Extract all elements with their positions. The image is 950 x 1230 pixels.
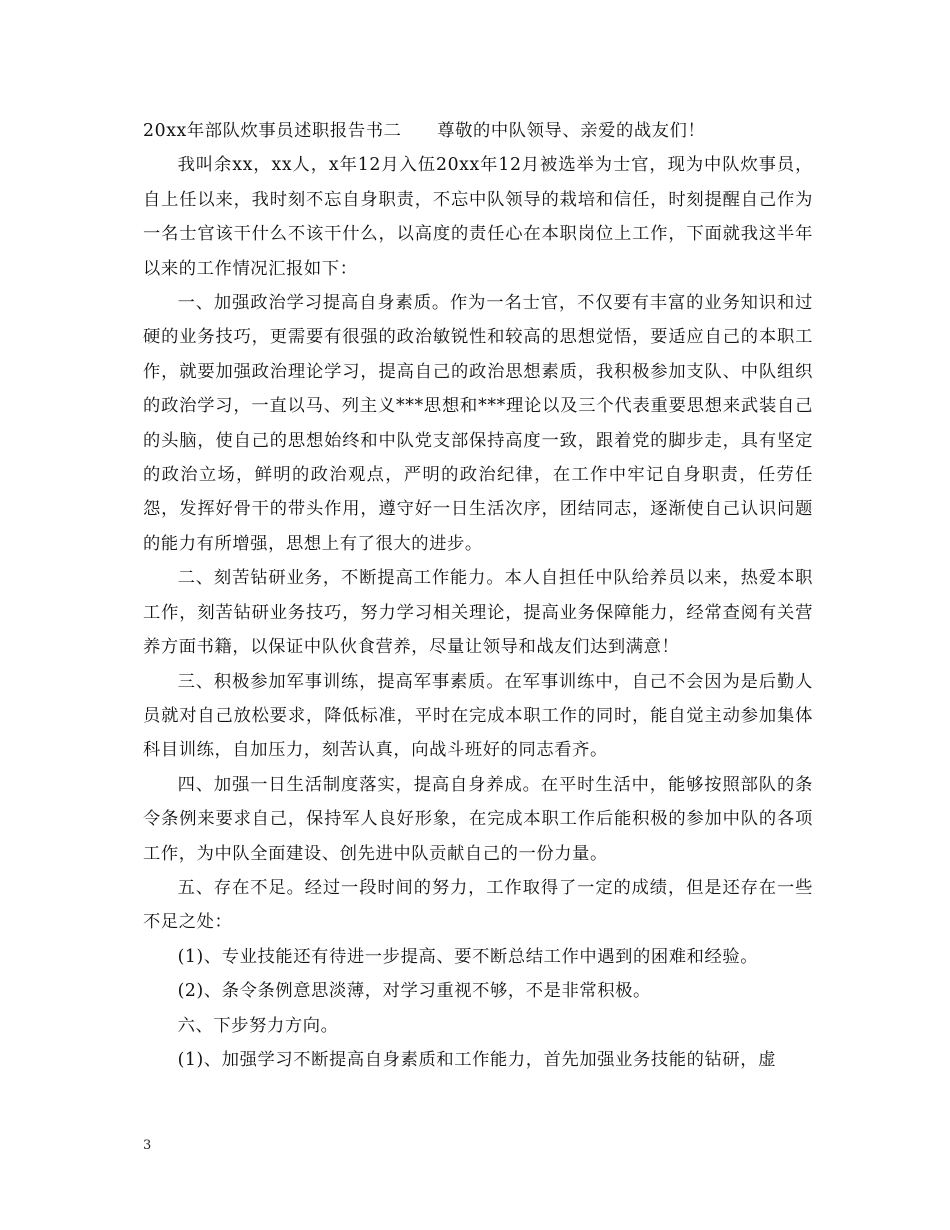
paragraph-political-study: 一、加强政治学习提高自身素质。作为一名士官，不仅要有丰富的业务知识和过硬的业务技巧，更需要有很强的政治敏锐性和较高的思想觉悟，要适应自己的本职工作，就要加强政治理论学习，提高自己的政治思想素质，我积极参加支队、中队组织的政治学习，一直以马、列主义***思想和***理论以及三个代表重要思想来武装自己的头脑，使自己的思想始终和中队党支部保持高度一致，跟着党的脚步走，具有坚定的政治立场，鲜明的政治观点，严明的政治纪律，在工作中牢记自身职责，任劳任怨，发挥好骨干的带头作用，遵守好一日生活次序，团结同志，逐渐使自己认识问题的能力有所增强，思想上有了很大的进步。 [143, 293, 813, 554]
paragraph-next-step-1: (1)、加强学习不断提高自身素质和工作能力，首先加强业务技能的钻研，虚 [177, 1049, 777, 1070]
page-number: 3 [143, 1138, 152, 1153]
paragraph-business-study: 二、刻苦钻研业务，不断提高工作能力。本人自担任中队给养员以来，热爱本职工作，刻苦钻研业务技巧，努力学习相关理论，提高业务保障能力，经常查阅有关营养方面书籍，以保证中队伙食营养，尽量让领导和战友们达到满意！ [143, 568, 813, 658]
paragraph-daily-life: 四、加强一日生活制度落实，提高自身养成。在平时生活中，能够按照部队的条令条例来要求自己，保持军人良好形象，在完成本职工作后能积极的参加中队的各项工作，为中队全面建设、创先进中队贡献自己的一份力量。 [143, 774, 813, 864]
paragraph-shortcoming-1: (1)、专业技能还有待进一步提高、要不断总结工作中遇到的困难和经验。 [177, 946, 759, 967]
document-body [143, 114, 813, 1077]
paragraph-shortcomings: 五、存在不足。经过一段时间的努力，工作取得了一定的成绩，但是还存在一些不足之处： [143, 877, 813, 933]
document-title-line: 20xx年部队炊事员述职报告书二 尊敬的中队领导、亲爱的战友们！ [143, 121, 706, 141]
paragraph-next-steps: 六、下步努力方向。 [177, 1015, 339, 1036]
paragraph-shortcoming-2: (2)、条令条例意思淡薄，对学习重视不够，不是非常积极。 [177, 981, 651, 1002]
paragraph-military-training: 三、积极参加军事训练，提高军事素质。在军事训练中，自己不会因为是后勤人员就对自己放松要求，降低标准，平时在完成本职工作的同时，能自觉主动参加集体科目训练，自加压力，刻苦认真，向战斗班好的同志看齐。 [143, 671, 813, 761]
paragraph-introduction: 我叫余xx，xx人，x年12月入伍20xx年12月被选举为士官，现为中队炊事员，自上任以来，我时刻不忘自身职责，不忘中队领导的栽培和信任，时刻提醒自己作为一名士官该干什么不该干什么，以高度的责任心在本职岗位上工作，下面就我这半年以来的工作情况汇报如下： [143, 155, 813, 279]
